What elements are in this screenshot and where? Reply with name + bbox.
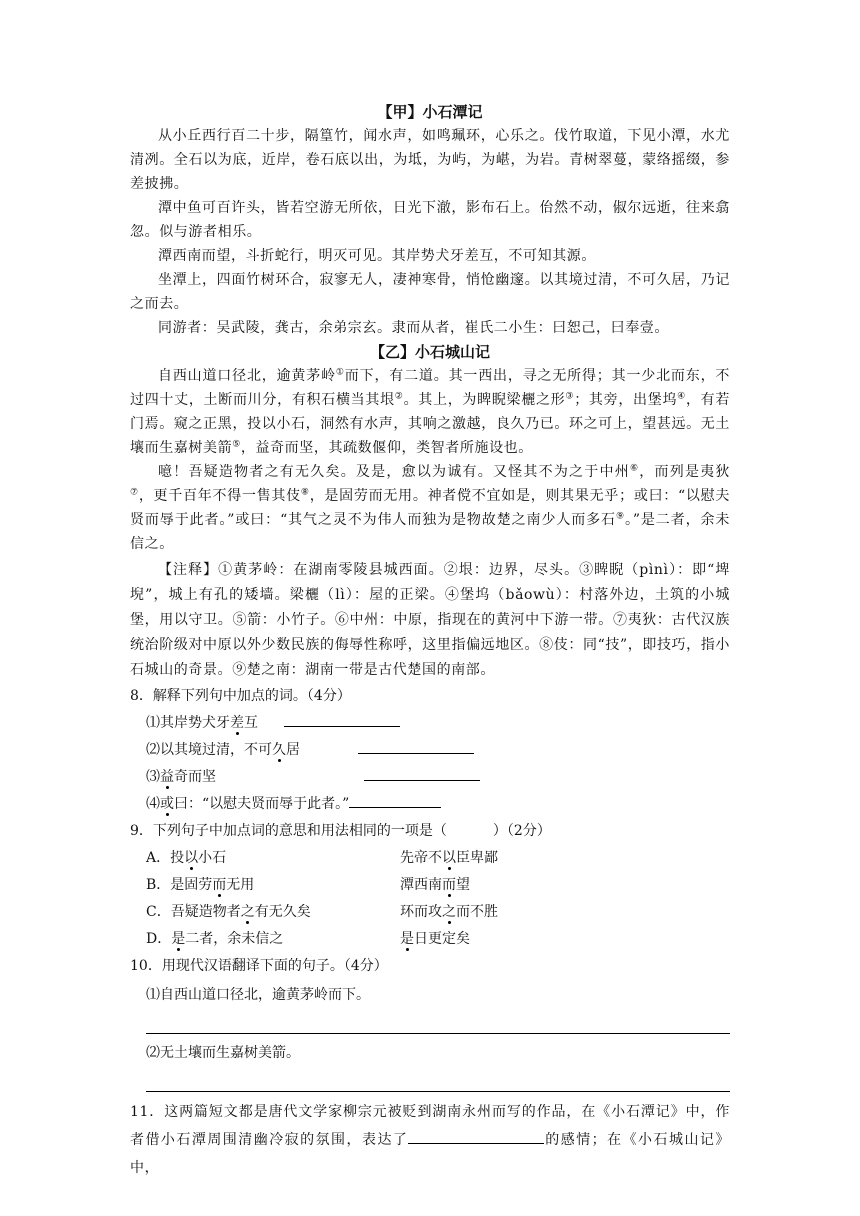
note-ref-5: ⑤ [232, 439, 241, 450]
note-ref-9: ⑨ [615, 511, 625, 522]
yi-title: 【乙】小石城山记 [369, 343, 490, 361]
note-ref-7: ⑦ [130, 487, 139, 498]
q10-stem: 10．用现代汉语翻译下面的句子。（4分） [130, 958, 388, 974]
annotations: 【注释】①黄茅岭：在湖南零陵县城西面。②垠：边界，尽头。③睥睨（pìnì）：即“埤堄”，城上有孔的矮墙。梁欐（lì）：屋的正梁。④堡坞（bǎowù）：村落外边，土筑的小城堡，用以守卫。⑤箭：小竹子。⑥中州：中原，指现在的黄河中下游一带。⑦夷狄：古代汉族统治阶级对中原以外少数民族的侮辱性称呼，这里指偏远地区。⑧伎：同“技”，即技巧，指小石城山的奇景。⑨楚之南：湖南一带是古代楚国的南部。 [130, 562, 730, 678]
note-ref-4: ④ [677, 391, 686, 402]
q9-stem: 9．下列句子中加点词的意思和用法相同的一项是（ ）（2分） [130, 823, 551, 839]
exam-page [130, 100, 730, 1182]
note-ref-8: ⑧ [300, 487, 310, 498]
answer-blank[interactable] [358, 739, 474, 754]
answer-blank[interactable] [408, 1129, 544, 1144]
q10-sentence-1: ⑴自西山道口径北，逾黄茅岭而下。 [146, 987, 370, 1003]
note-ref-6: ⑥ [629, 463, 640, 474]
answer-line[interactable] [146, 1009, 730, 1034]
q8-item-1: ⑴其岸势犬牙差互 [130, 710, 730, 737]
q9-option-d: D．是二者，余未信之 是日更定矣 [146, 931, 470, 947]
answer-blank[interactable] [364, 766, 480, 781]
q11-stem: 11．这两篇短文都是唐代文学家柳宗元被贬到湖南永州而写的作品，在《小石潭记》中，作者借小石潭周围清幽冷寂的氛围，表达了 的感情；在《小石城山记》中， [130, 1104, 730, 1176]
q9-option-c: C．吾疑造物者之有无久矣 环而攻之而不胜 [146, 904, 498, 920]
jia-paragraph-3: 潭西南而望，斗折蛇行，明灭可见。其岸势犬牙差互，不可知其源。 [158, 248, 596, 264]
q8-item-4: ⑷或曰：“以慰夫贤而辱于此者。” [130, 791, 730, 818]
jia-paragraph-5: 同游者：吴武陵，龚古，余弟宗玄。隶而从者，崔氏二小生：曰恕己，曰奉壹。 [158, 320, 669, 336]
q8-stem: 8．解释下列句中加点的词。（4分） [130, 688, 351, 704]
jia-paragraph-4: 坐潭上，四面竹树环合，寂寥无人，凄神寒骨，悄怆幽邃。以其境过清，不可久居，乃记之而去。 [130, 272, 730, 312]
answer-blank[interactable] [349, 793, 441, 808]
jia-paragraph-1: 从小丘西行百二十步，隔篁竹，闻水声，如鸣珮环，心乐之。伐竹取道，下见小潭，水尤清冽。全石以为底，近岸，卷石底以出，为坻，为屿，为嵁，为岩。青树翠蔓，蒙络摇缀，参差披拂。 [130, 128, 730, 192]
q9-option-a: A．投以小石 先帝不以臣卑鄙 [146, 850, 498, 866]
q8-item-2: ⑵以其境过清，不可久居 [130, 737, 730, 764]
yi-paragraph-2: 噫！吾疑造物者之有无久矣。及是，愈以为诚有。又怪其不为之于中州⑥，而列是夷狄⑦，更千百年不得一售其伎⑧，是固劳而无用。神者傥不宜如是，则其果无乎；或曰：“以慰夫贤而辱于此者。”或曰：“其气之灵不为伟人而独为是物故楚之南少人而多石⑨。”是二者，余未信之。 [130, 463, 731, 552]
note-ref-1: ① [335, 367, 345, 378]
jia-title: 【甲】小石潭记 [377, 103, 483, 121]
jia-paragraph-2: 潭中鱼可百许头，皆若空游无所依，日光下澈，影布石上。佁然不动，俶尔远逝，往来翕忽。似与游者相乐。 [130, 200, 730, 240]
answer-line[interactable] [146, 1067, 730, 1092]
note-ref-2: ② [394, 391, 404, 402]
yi-paragraph-1: 自西山道口径北，逾黄茅岭①而下，有二道。其一西出，寻之无所得；其一少北而东，不过四十丈，土断而川分，有积石横当其垠②。其上，为睥睨梁欐之形③；其旁，出堡坞④，有若门焉。窥之正黑，投以小石，洞然有水声，其响之激越，良久乃已。环之可上，望甚远。无土壤而生嘉树美箭⑤，益奇而坚，其疏数偃仰，类智者所施设也。 [130, 367, 730, 456]
q8-item-3: ⑶益奇而坚 [130, 764, 730, 791]
note-ref-3: ③ [565, 391, 575, 402]
q10-sentence-2: ⑵无土壤而生嘉树美箭。 [146, 1045, 300, 1061]
answer-blank[interactable] [284, 712, 400, 727]
q9-option-b: B．是固劳而无用 潭西南而望 [146, 877, 470, 893]
